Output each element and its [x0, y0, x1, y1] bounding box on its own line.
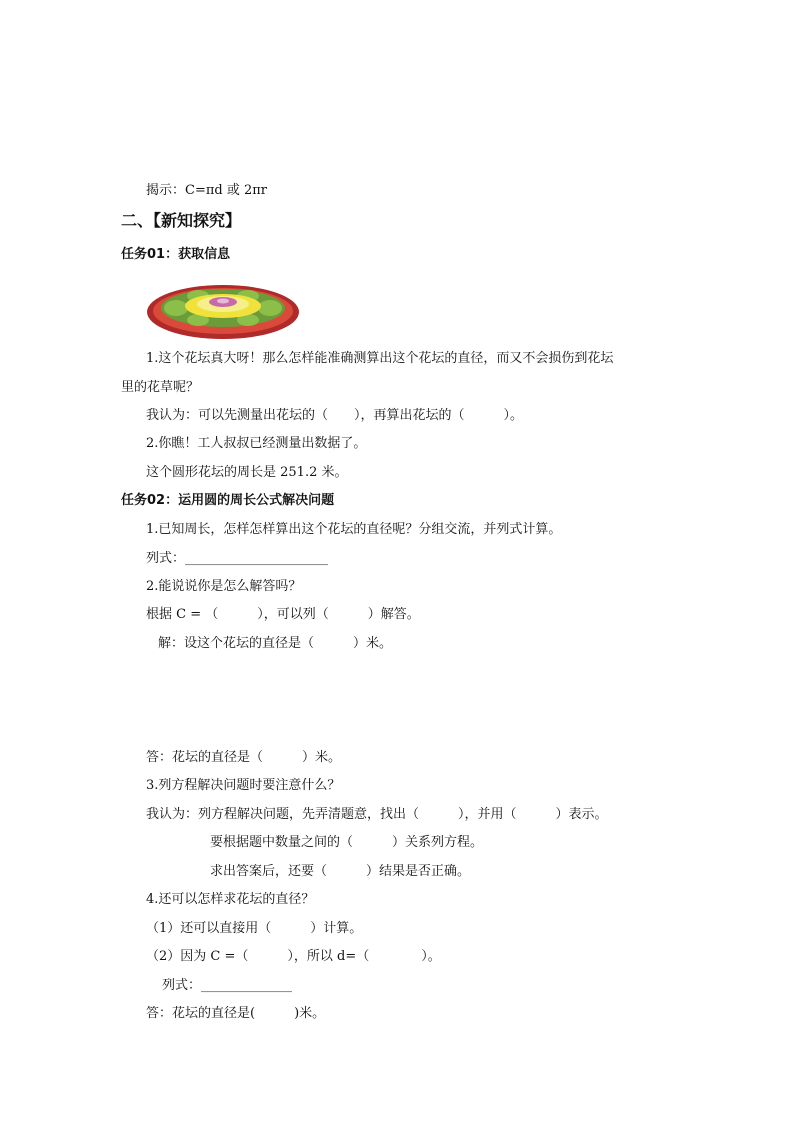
task1-question2: 2.你瞧！工人叔叔已经测量出数据了。	[146, 436, 367, 451]
task2-formula-line: 列式：______________________	[146, 551, 329, 566]
task2-think3: 求出答案后，还要（ ）结果是否正确。	[210, 864, 471, 879]
task2-title: 任务02：运用圆的周长公式解决问题	[121, 493, 335, 508]
task2-formula2-line: 列式：______________	[162, 978, 293, 993]
task2-answer1: 答：花坛的直径是（ ）米。	[146, 750, 342, 765]
task2-basis: 根据 C = （ ），可以列（ ）解答。	[146, 607, 420, 622]
task1-title: 任务01：获取信息	[121, 247, 231, 262]
reveal-formula: 揭示：C=πd 或 2πr	[146, 183, 267, 198]
task2-question4: 4.还可以怎样求花坛的直径？	[146, 892, 315, 907]
task2-sub2: （2）因为 C =（ ），所以 d=（ ）。	[146, 949, 441, 964]
task2-sub1: （1）还可以直接用（ ）计算。	[146, 921, 363, 936]
task2-question3: 3.列方程解决问题时要注意什么？	[146, 778, 341, 793]
task2-think2: 要根据题中数量之间的（ ）关系列方程。	[210, 835, 484, 850]
task1-data: 这个圆形花坛的周长是 251.2 米。	[146, 465, 348, 480]
task1-question1-line2: 里的花草呢？	[121, 380, 200, 395]
task2-question2: 2.能说说你是怎么解答吗？	[146, 579, 302, 594]
task2-solution: 解：设这个花坛的直径是（ ）米。	[158, 636, 393, 651]
task2-question1: 1.已知周长，怎样怎样算出这个花坛的直径呢？分组交流，并列式计算。	[146, 522, 562, 537]
flowerbed-image	[146, 278, 300, 340]
section-title: 二、【新知探究】	[121, 211, 242, 230]
task2-answer2: 答：花坛的直径是( )米。	[146, 1006, 326, 1021]
task2-think1: 我认为：列方程解决问题，先弄清题意，找出（ ），并用（ ）表示。	[146, 807, 608, 822]
task1-answer: 我认为：可以先测量出花坛的（ ），再算出花坛的（ ）。	[146, 408, 524, 423]
task1-question1-line1: 1.这个花坛真大呀！那么怎样能准确测算出这个花坛的直径，而又不会损伤到花坛	[146, 351, 614, 366]
